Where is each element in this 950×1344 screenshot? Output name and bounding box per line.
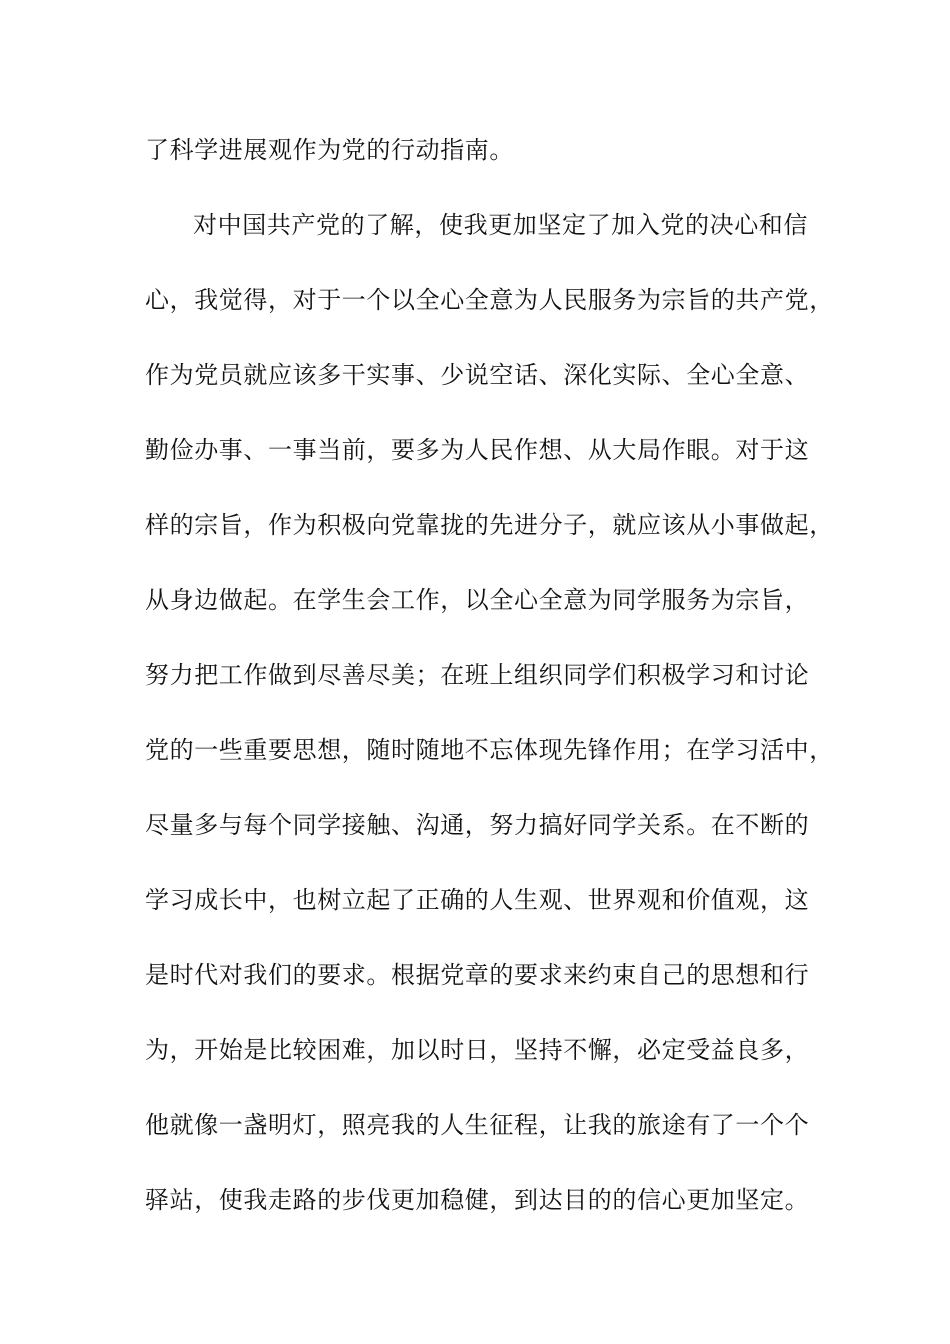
text-line: 作为党员就应该多干实事、少说空话、深化实际、全心全意、 [145,361,810,389]
text-line: 心，我觉得，对于一个以全心全意为人民服务为宗旨的共产党， [145,286,834,314]
text-line: 为，开始是比较困难，加以时日，坚持不懈，必定受益良多， [145,1036,810,1064]
text-line: 努力把工作做到尽善尽美；在班上组织同学们积极学习和讨论 [145,661,810,689]
text-line: 样的宗旨，作为积极向党靠拢的先进分子，就应该从小事做起， [145,511,834,539]
text-line: 他就像一盏明灯，照亮我的人生征程，让我的旅途有了一个个 [145,1111,810,1139]
text-line: 勤俭办事、一事当前，要多为人民作想、从大局作眼。对于这 [145,436,810,464]
text-line: 党的一些重要思想，随时随地不忘体现先锋作用；在学习活中， [145,736,834,764]
text-line: 驿站，使我走路的步伐更加稳健，到达目的的信心更加坚定。 [145,1186,810,1214]
text-line: 是时代对我们的要求。根据党章的要求来约束自己的思想和行 [145,961,810,989]
text-line: 学习成长中，也树立起了正确的人生观、世界观和价值观，这 [145,886,810,914]
text-line: 从身边做起。在学生会工作，以全心全意为同学服务为宗旨， [145,586,810,614]
text-line: 尽量多与每个同学接触、沟通，努力搞好同学关系。在不断的 [145,811,810,839]
text-line: 了科学进展观作为党的行动指南。 [145,136,514,164]
paragraph-first-line: 对中国共产党的了解，使我更加坚定了加入党的决心和信 [193,211,808,239]
